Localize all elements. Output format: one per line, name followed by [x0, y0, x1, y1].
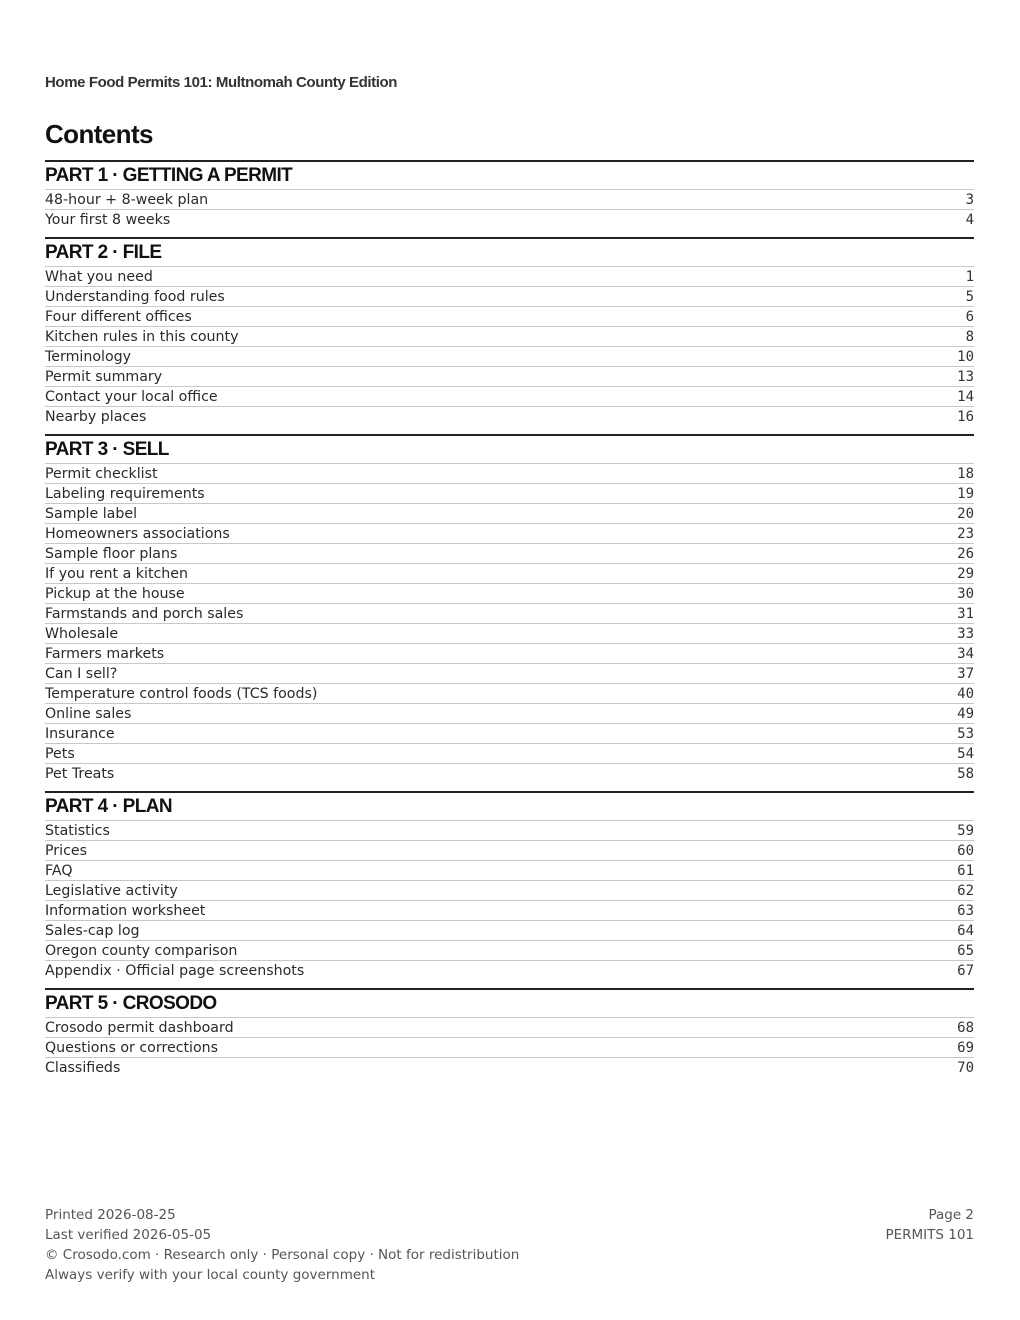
toc-entry-label: Questions or corrections [45, 1039, 219, 1056]
footer-left [45, 1205, 519, 1285]
toc-entry[interactable] [45, 347, 974, 367]
toc-entry-label: Temperature control foods (TCS foods) [45, 685, 318, 702]
toc-entry[interactable] [45, 544, 974, 564]
toc-entry-page-number: 64 [957, 922, 974, 939]
toc-entry-label: Crosodo permit dashboard [45, 1019, 234, 1036]
toc-entry-page-number: 18 [957, 465, 974, 482]
toc-part-title: PART 2 · FILE [45, 239, 974, 267]
toc-entry-page-number: 53 [957, 725, 974, 742]
toc-entry[interactable] [45, 901, 974, 921]
toc-entry-label: If you rent a kitchen [45, 565, 189, 582]
toc-entry-label: Legislative activity [45, 882, 178, 899]
toc-entry-page-number: 19 [957, 485, 974, 502]
toc-entry-page-number: 33 [957, 625, 974, 642]
toc-entry-label: Oregon county comparison [45, 942, 238, 959]
toc-entry-label: Nearby places [45, 408, 147, 425]
toc-entry[interactable] [45, 524, 974, 544]
toc-entry-page-number: 5 [965, 288, 974, 305]
toc-entry[interactable] [45, 744, 974, 764]
toc-entry[interactable] [45, 287, 974, 307]
toc-entry-label: Farmers markets [45, 645, 165, 662]
series-name: PERMITS 101 [885, 1227, 974, 1243]
toc-entry-label: Pickup at the house [45, 585, 185, 602]
toc-entry[interactable] [45, 1018, 974, 1038]
toc-entry-page-number: 14 [957, 388, 974, 405]
toc-entry[interactable] [45, 604, 974, 624]
toc-entry[interactable] [45, 564, 974, 584]
toc-entry-page-number: 26 [957, 545, 974, 562]
toc-part [45, 988, 974, 1077]
toc-entry-page-number: 31 [957, 605, 974, 622]
toc-entry-page-number: 67 [957, 962, 974, 979]
toc-entry-page-number: 68 [957, 1019, 974, 1036]
toc-entry[interactable] [45, 664, 974, 684]
toc-part-title: PART 3 · SELL [45, 436, 974, 464]
toc-entry[interactable] [45, 941, 974, 961]
toc-entry[interactable] [45, 861, 974, 881]
toc-entry[interactable] [45, 1058, 974, 1077]
toc-entry-page-number: 13 [957, 368, 974, 385]
toc-entry[interactable] [45, 684, 974, 704]
toc-entry-label: 48-hour + 8-week plan [45, 191, 209, 208]
toc-part-title: PART 4 · PLAN [45, 793, 974, 821]
toc-entry[interactable] [45, 644, 974, 664]
toc-entry-label: What you need [45, 268, 153, 285]
toc-part [45, 791, 974, 980]
toc-part [45, 434, 974, 783]
footer-right [885, 1205, 974, 1245]
toc-entry-page-number: 10 [957, 348, 974, 365]
toc-entry[interactable] [45, 267, 974, 287]
verification-disclaimer: Always verify with your local county government [45, 1267, 375, 1283]
toc-entry-label: FAQ [45, 862, 73, 879]
toc-entry-page-number: 60 [957, 842, 974, 859]
toc-entry[interactable] [45, 724, 974, 744]
toc-entry-page-number: 63 [957, 902, 974, 919]
copyright-notice: © Crosodo.com · Research only · Personal copy · Not for redistribution [45, 1247, 520, 1263]
document-title: Home Food Permits 101: Multnomah County Edition [45, 74, 398, 91]
toc-entry-page-number: 61 [957, 862, 974, 879]
toc-entry-label: Understanding food rules [45, 288, 225, 305]
document-page [45, 0, 974, 1320]
toc-entry-label: Sales-cap log [45, 922, 140, 939]
toc-entry[interactable] [45, 210, 974, 229]
toc-entry[interactable] [45, 484, 974, 504]
toc-entry[interactable] [45, 821, 974, 841]
toc-entry-page-number: 49 [957, 705, 974, 722]
toc-entry-label: Labeling requirements [45, 485, 205, 502]
toc-entry-page-number: 3 [965, 191, 974, 208]
printed-date: Printed 2026-08-25 [45, 1207, 176, 1223]
toc-entry[interactable] [45, 921, 974, 941]
toc-entry[interactable] [45, 367, 974, 387]
toc-entry[interactable] [45, 307, 974, 327]
toc-entry-page-number: 29 [957, 565, 974, 582]
toc-entry-label: Contact your local office [45, 388, 218, 405]
toc-entry-page-number: 59 [957, 822, 974, 839]
toc-entry-label: Sample floor plans [45, 545, 178, 562]
toc-entry-page-number: 69 [957, 1039, 974, 1056]
toc-entry[interactable] [45, 704, 974, 724]
toc-entry-label: Homeowners associations [45, 525, 230, 542]
toc-entry[interactable] [45, 464, 974, 484]
toc-entry[interactable] [45, 387, 974, 407]
toc-entry-label: Appendix · Official page screenshots [45, 962, 305, 979]
last-verified-date: Last verified 2026-05-05 [45, 1227, 212, 1243]
toc-entry-page-number: 65 [957, 942, 974, 959]
toc-entry-page-number: 34 [957, 645, 974, 662]
toc-entry[interactable] [45, 841, 974, 861]
toc-entry-label: Wholesale [45, 625, 119, 642]
toc-entry-label: Your first 8 weeks [45, 211, 171, 228]
toc-entry[interactable] [45, 764, 974, 783]
toc-entry-label: Sample label [45, 505, 138, 522]
toc-entry-page-number: 37 [957, 665, 974, 682]
toc-entry-label: Classifieds [45, 1059, 121, 1076]
toc-entry[interactable] [45, 1038, 974, 1058]
toc-entry-page-number: 70 [957, 1059, 974, 1076]
toc-entry-page-number: 1 [965, 268, 974, 285]
toc-entry-page-number: 30 [957, 585, 974, 602]
page-number: Page 2 [928, 1207, 974, 1223]
toc-entry[interactable] [45, 584, 974, 604]
toc-part-title: PART 5 · CROSODO [45, 990, 974, 1018]
toc-entry-page-number: 62 [957, 882, 974, 899]
toc-entry-label: Kitchen rules in this county [45, 328, 239, 345]
toc-entry[interactable] [45, 504, 974, 524]
toc-entry-label: Farmstands and porch sales [45, 605, 244, 622]
toc-entry-page-number: 4 [965, 211, 974, 228]
toc-entry-label: Terminology [45, 348, 132, 365]
toc-entry-page-number: 8 [965, 328, 974, 345]
toc-entry-label: Information worksheet [45, 902, 206, 919]
toc-entry-label: Permit summary [45, 368, 163, 385]
toc-entry[interactable] [45, 961, 974, 980]
contents-heading: Contents [45, 119, 153, 149]
toc-entry-page-number: 40 [957, 685, 974, 702]
toc-entry-label: Permit checklist [45, 465, 158, 482]
toc-entry-label: Statistics [45, 822, 110, 839]
toc-entry-page-number: 23 [957, 525, 974, 542]
table-of-contents [45, 160, 974, 1085]
toc-entry-label: Online sales [45, 705, 132, 722]
toc-entry-label: Pet Treats [45, 765, 115, 782]
toc-entry-label: Pets [45, 745, 75, 762]
toc-entry-page-number: 58 [957, 765, 974, 782]
toc-entry-page-number: 6 [965, 308, 974, 325]
toc-entry-label: Insurance [45, 725, 115, 742]
toc-entry-label: Can I sell? [45, 665, 118, 682]
toc-entry[interactable] [45, 624, 974, 644]
toc-entry-page-number: 16 [957, 408, 974, 425]
toc-part [45, 160, 974, 229]
toc-entry[interactable] [45, 190, 974, 210]
toc-part [45, 237, 974, 426]
toc-entry[interactable] [45, 327, 974, 347]
toc-entry[interactable] [45, 407, 974, 426]
toc-entry-page-number: 20 [957, 505, 974, 522]
toc-entry-label: Prices [45, 842, 88, 859]
toc-entry-page-number: 54 [957, 745, 974, 762]
toc-part-title: PART 1 · GETTING A PERMIT [45, 162, 974, 190]
toc-entry[interactable] [45, 881, 974, 901]
toc-entry-label: Four different offices [45, 308, 192, 325]
